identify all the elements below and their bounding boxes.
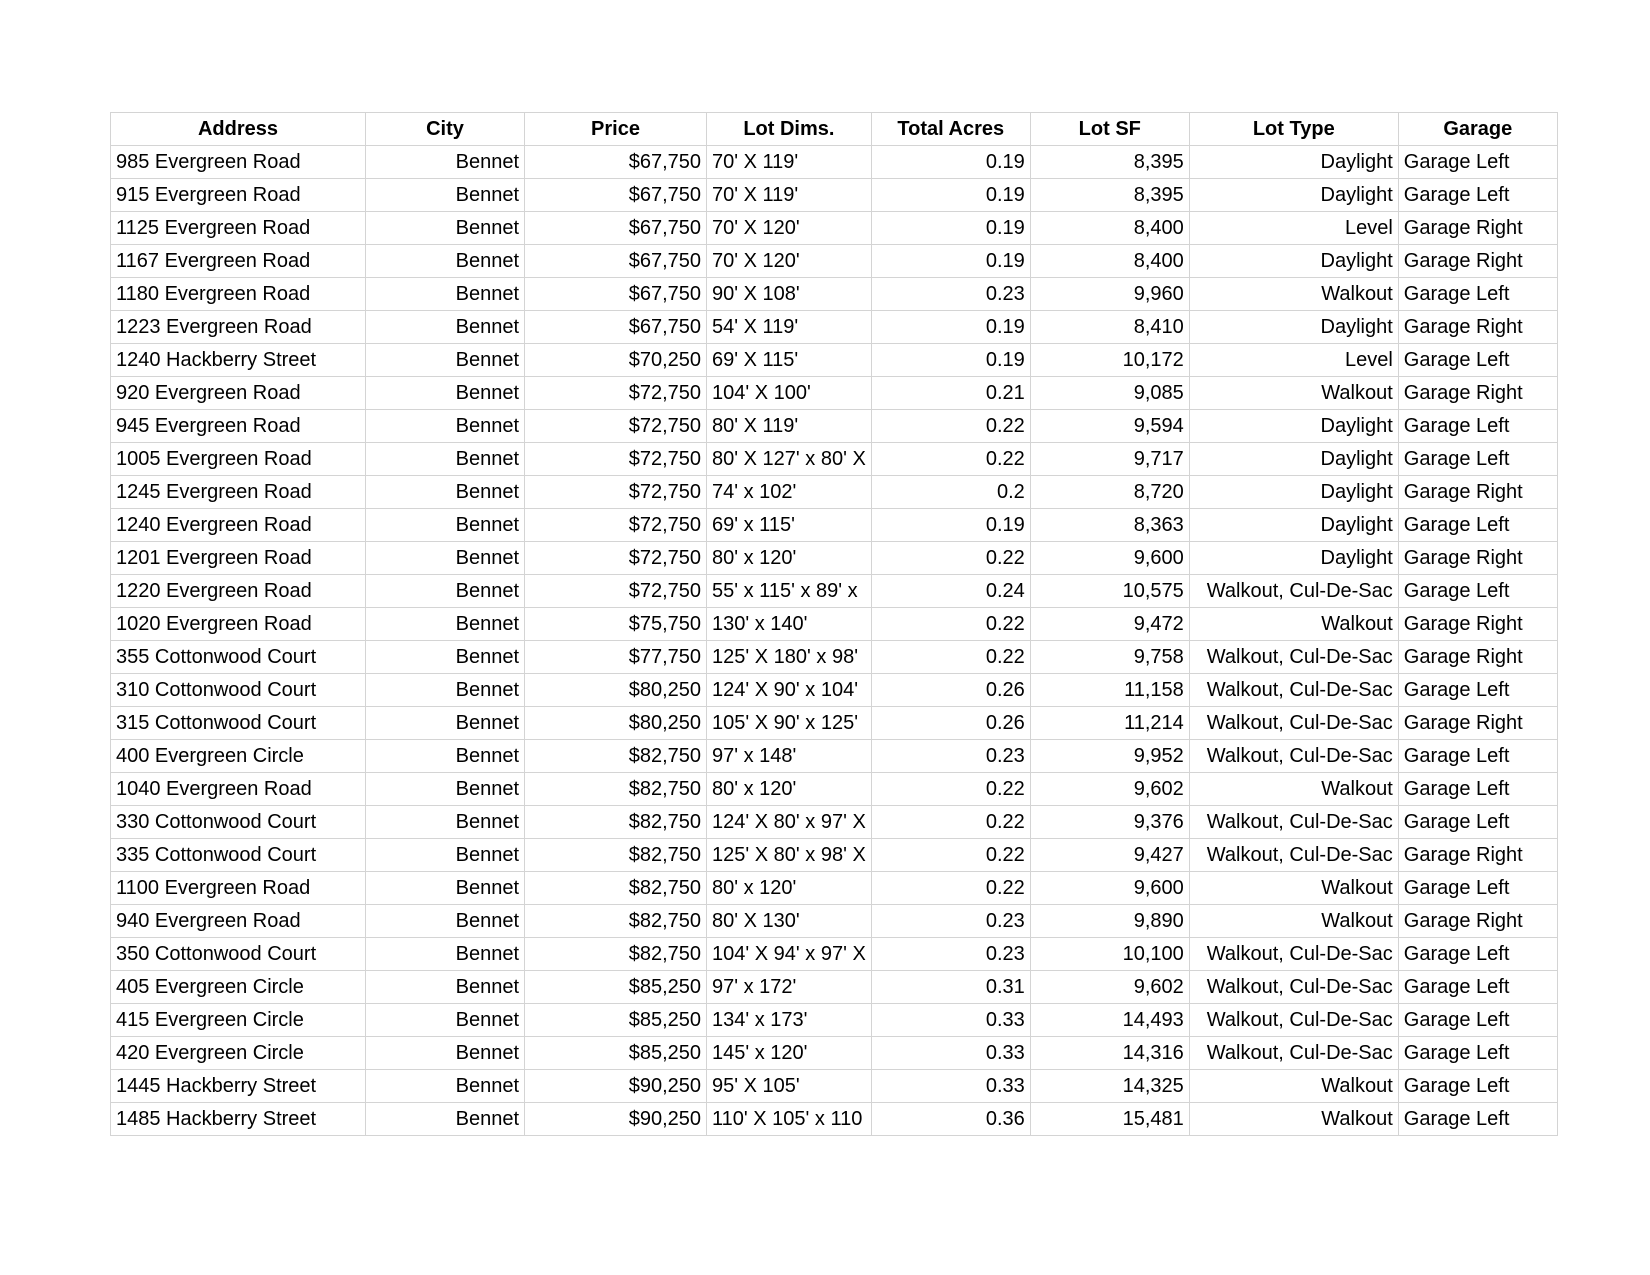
table-row — [111, 509, 1558, 542]
total-acres-cell: 0.22 — [871, 443, 1030, 476]
price-cell: $72,750 — [525, 476, 707, 509]
table-row — [111, 707, 1558, 740]
price-cell: $72,750 — [525, 377, 707, 410]
lot-sf-cell: 9,600 — [1030, 542, 1189, 575]
table-row — [111, 641, 1558, 674]
lot-dims-cell: 80' X 130' — [707, 905, 872, 938]
garage-cell: Garage Left — [1398, 179, 1557, 212]
price-cell: $85,250 — [525, 971, 707, 1004]
lot-dims-cell: 70' X 120' — [707, 212, 872, 245]
table-row — [111, 872, 1558, 905]
header-row — [111, 113, 1558, 146]
total-acres-cell: 0.19 — [871, 311, 1030, 344]
address-cell: 1245 Evergreen Road — [111, 476, 366, 509]
garage-cell: Garage Right — [1398, 311, 1557, 344]
total-acres-cell: 0.22 — [871, 542, 1030, 575]
garage-cell: Garage Left — [1398, 938, 1557, 971]
lot-dims-cell: 70' X 119' — [707, 146, 872, 179]
total-acres-cell: 0.23 — [871, 905, 1030, 938]
table-row — [111, 575, 1558, 608]
price-cell: $82,750 — [525, 938, 707, 971]
lot-sf-cell: 8,363 — [1030, 509, 1189, 542]
table-row — [111, 905, 1558, 938]
price-cell: $90,250 — [525, 1103, 707, 1136]
address-cell: 415 Evergreen Circle — [111, 1004, 366, 1037]
lot-type-cell: Walkout, Cul-De-Sac — [1189, 938, 1398, 971]
lot-dims-cell: 110' X 105' x 110 — [707, 1103, 872, 1136]
city-cell: Bennet — [366, 905, 525, 938]
lot-sf-cell: 9,890 — [1030, 905, 1189, 938]
lot-sf-cell: 8,720 — [1030, 476, 1189, 509]
address-cell: 945 Evergreen Road — [111, 410, 366, 443]
lot-sf-cell: 9,427 — [1030, 839, 1189, 872]
lot-sf-cell: 9,472 — [1030, 608, 1189, 641]
lot-type-cell: Walkout, Cul-De-Sac — [1189, 971, 1398, 1004]
price-cell: $67,750 — [525, 245, 707, 278]
lot-type-cell: Walkout — [1189, 872, 1398, 905]
table-row — [111, 740, 1558, 773]
total-acres-cell: 0.21 — [871, 377, 1030, 410]
total-acres-cell: 0.33 — [871, 1004, 1030, 1037]
total-acres-cell: 0.33 — [871, 1070, 1030, 1103]
lot-dims-cell: 124' X 90' x 104' — [707, 674, 872, 707]
price-cell: $80,250 — [525, 674, 707, 707]
lot-type-cell: Walkout, Cul-De-Sac — [1189, 806, 1398, 839]
total-acres-cell: 0.19 — [871, 245, 1030, 278]
lot-dims-cell: 70' X 120' — [707, 245, 872, 278]
lot-type-cell: Walkout, Cul-De-Sac — [1189, 674, 1398, 707]
city-cell: Bennet — [366, 1070, 525, 1103]
table-row — [111, 839, 1558, 872]
price-cell: $75,750 — [525, 608, 707, 641]
city-cell: Bennet — [366, 641, 525, 674]
price-cell: $67,750 — [525, 212, 707, 245]
lot-dims-cell: 70' X 119' — [707, 179, 872, 212]
price-cell: $90,250 — [525, 1070, 707, 1103]
lot-dims-cell: 130' x 140' — [707, 608, 872, 641]
city-cell: Bennet — [366, 1037, 525, 1070]
lot-sf-cell: 8,400 — [1030, 245, 1189, 278]
address-cell: 985 Evergreen Road — [111, 146, 366, 179]
address-cell: 420 Evergreen Circle — [111, 1037, 366, 1070]
lot-type-cell: Walkout, Cul-De-Sac — [1189, 740, 1398, 773]
price-cell: $82,750 — [525, 872, 707, 905]
address-cell: 915 Evergreen Road — [111, 179, 366, 212]
address-cell: 350 Cottonwood Court — [111, 938, 366, 971]
address-cell: 335 Cottonwood Court — [111, 839, 366, 872]
lot-sf-cell: 9,952 — [1030, 740, 1189, 773]
city-cell: Bennet — [366, 971, 525, 1004]
lot-dims-cell: 97' x 172' — [707, 971, 872, 1004]
garage-cell: Garage Left — [1398, 1070, 1557, 1103]
table-body — [111, 146, 1558, 1136]
address-cell: 1180 Evergreen Road — [111, 278, 366, 311]
lot-type-cell: Walkout — [1189, 1070, 1398, 1103]
total-acres-cell: 0.36 — [871, 1103, 1030, 1136]
column-header-total-acres: Total Acres — [871, 113, 1030, 146]
lot-sf-cell: 9,594 — [1030, 410, 1189, 443]
garage-cell: Garage Left — [1398, 1004, 1557, 1037]
lot-dims-cell: 90' X 108' — [707, 278, 872, 311]
garage-cell: Garage Left — [1398, 674, 1557, 707]
garage-cell: Garage Right — [1398, 839, 1557, 872]
lot-dims-cell: 104' X 94' x 97' X — [707, 938, 872, 971]
garage-cell: Garage Right — [1398, 608, 1557, 641]
lot-dims-cell: 80' X 119' — [707, 410, 872, 443]
table-header — [111, 113, 1558, 146]
garage-cell: Garage Left — [1398, 806, 1557, 839]
price-cell: $72,750 — [525, 575, 707, 608]
table-row — [111, 278, 1558, 311]
lot-sf-cell: 9,602 — [1030, 971, 1189, 1004]
lot-type-cell: Walkout — [1189, 377, 1398, 410]
column-header-lot-dims: Lot Dims. — [707, 113, 872, 146]
city-cell: Bennet — [366, 509, 525, 542]
address-cell: 355 Cottonwood Court — [111, 641, 366, 674]
table-row — [111, 542, 1558, 575]
lot-type-cell: Walkout — [1189, 1103, 1398, 1136]
lot-sf-cell: 8,395 — [1030, 146, 1189, 179]
garage-cell: Garage Left — [1398, 344, 1557, 377]
city-cell: Bennet — [366, 608, 525, 641]
lot-sf-cell: 9,085 — [1030, 377, 1189, 410]
lot-sf-cell: 14,325 — [1030, 1070, 1189, 1103]
lot-type-cell: Walkout, Cul-De-Sac — [1189, 1037, 1398, 1070]
lot-type-cell: Walkout, Cul-De-Sac — [1189, 575, 1398, 608]
address-cell: 330 Cottonwood Court — [111, 806, 366, 839]
price-cell: $70,250 — [525, 344, 707, 377]
column-header-city: City — [366, 113, 525, 146]
column-header-lot-type: Lot Type — [1189, 113, 1398, 146]
lot-type-cell: Daylight — [1189, 410, 1398, 443]
total-acres-cell: 0.24 — [871, 575, 1030, 608]
lot-sf-cell: 9,960 — [1030, 278, 1189, 311]
city-cell: Bennet — [366, 278, 525, 311]
lot-listing-table — [110, 112, 1558, 1136]
price-cell: $82,750 — [525, 905, 707, 938]
lot-sf-cell: 9,600 — [1030, 872, 1189, 905]
lot-dims-cell: 124' X 80' x 97' X — [707, 806, 872, 839]
address-cell: 1240 Evergreen Road — [111, 509, 366, 542]
garage-cell: Garage Left — [1398, 575, 1557, 608]
table-row — [111, 344, 1558, 377]
lot-dims-cell: 80' x 120' — [707, 542, 872, 575]
address-cell: 1005 Evergreen Road — [111, 443, 366, 476]
lot-sf-cell: 8,395 — [1030, 179, 1189, 212]
city-cell: Bennet — [366, 542, 525, 575]
lot-dims-cell: 125' X 180' x 98' — [707, 641, 872, 674]
total-acres-cell: 0.22 — [871, 608, 1030, 641]
lot-sf-cell: 8,410 — [1030, 311, 1189, 344]
city-cell: Bennet — [366, 872, 525, 905]
lot-type-cell: Daylight — [1189, 311, 1398, 344]
address-cell: 310 Cottonwood Court — [111, 674, 366, 707]
lot-dims-cell: 134' x 173' — [707, 1004, 872, 1037]
lot-type-cell: Daylight — [1189, 542, 1398, 575]
garage-cell: Garage Left — [1398, 740, 1557, 773]
column-header-price: Price — [525, 113, 707, 146]
city-cell: Bennet — [366, 410, 525, 443]
lot-sf-cell: 11,214 — [1030, 707, 1189, 740]
city-cell: Bennet — [366, 674, 525, 707]
garage-cell: Garage Left — [1398, 278, 1557, 311]
price-cell: $72,750 — [525, 542, 707, 575]
lot-type-cell: Walkout — [1189, 773, 1398, 806]
address-cell: 400 Evergreen Circle — [111, 740, 366, 773]
total-acres-cell: 0.22 — [871, 410, 1030, 443]
address-cell: 1125 Evergreen Road — [111, 212, 366, 245]
garage-cell: Garage Right — [1398, 377, 1557, 410]
column-header-lot-sf: Lot SF — [1030, 113, 1189, 146]
garage-cell: Garage Right — [1398, 245, 1557, 278]
address-cell: 315 Cottonwood Court — [111, 707, 366, 740]
address-cell: 1040 Evergreen Road — [111, 773, 366, 806]
city-cell: Bennet — [366, 476, 525, 509]
city-cell: Bennet — [366, 1103, 525, 1136]
lot-type-cell: Daylight — [1189, 245, 1398, 278]
total-acres-cell: 0.19 — [871, 509, 1030, 542]
table-row — [111, 179, 1558, 212]
lot-sf-cell: 10,100 — [1030, 938, 1189, 971]
city-cell: Bennet — [366, 377, 525, 410]
price-cell: $85,250 — [525, 1004, 707, 1037]
garage-cell: Garage Right — [1398, 476, 1557, 509]
price-cell: $67,750 — [525, 179, 707, 212]
address-cell: 1220 Evergreen Road — [111, 575, 366, 608]
total-acres-cell: 0.23 — [871, 938, 1030, 971]
address-cell: 1167 Evergreen Road — [111, 245, 366, 278]
lot-sf-cell: 11,158 — [1030, 674, 1189, 707]
lot-sf-cell: 9,758 — [1030, 641, 1189, 674]
lot-dims-cell: 145' x 120' — [707, 1037, 872, 1070]
lot-dims-cell: 80' x 120' — [707, 773, 872, 806]
city-cell: Bennet — [366, 707, 525, 740]
price-cell: $72,750 — [525, 410, 707, 443]
table-row — [111, 806, 1558, 839]
city-cell: Bennet — [366, 311, 525, 344]
garage-cell: Garage Right — [1398, 707, 1557, 740]
lot-type-cell: Daylight — [1189, 443, 1398, 476]
price-cell: $72,750 — [525, 509, 707, 542]
table-row — [111, 212, 1558, 245]
table-row — [111, 938, 1558, 971]
garage-cell: Garage Left — [1398, 509, 1557, 542]
lot-sf-cell: 8,400 — [1030, 212, 1189, 245]
city-cell: Bennet — [366, 773, 525, 806]
table-row — [111, 311, 1558, 344]
total-acres-cell: 0.2 — [871, 476, 1030, 509]
table-row — [111, 377, 1558, 410]
city-cell: Bennet — [366, 179, 525, 212]
table-row — [111, 476, 1558, 509]
price-cell: $82,750 — [525, 839, 707, 872]
total-acres-cell: 0.26 — [871, 707, 1030, 740]
total-acres-cell: 0.22 — [871, 806, 1030, 839]
address-cell: 940 Evergreen Road — [111, 905, 366, 938]
column-header-garage: Garage — [1398, 113, 1557, 146]
address-cell: 1240 Hackberry Street — [111, 344, 366, 377]
total-acres-cell: 0.33 — [871, 1037, 1030, 1070]
lot-dims-cell: 74' x 102' — [707, 476, 872, 509]
total-acres-cell: 0.22 — [871, 641, 1030, 674]
lot-type-cell: Daylight — [1189, 179, 1398, 212]
city-cell: Bennet — [366, 146, 525, 179]
lot-sf-cell: 9,602 — [1030, 773, 1189, 806]
table-row — [111, 773, 1558, 806]
table-row — [111, 1070, 1558, 1103]
garage-cell: Garage Left — [1398, 1037, 1557, 1070]
city-cell: Bennet — [366, 245, 525, 278]
total-acres-cell: 0.22 — [871, 839, 1030, 872]
lot-type-cell: Daylight — [1189, 476, 1398, 509]
garage-cell: Garage Right — [1398, 212, 1557, 245]
city-cell: Bennet — [366, 1004, 525, 1037]
address-cell: 1485 Hackberry Street — [111, 1103, 366, 1136]
lot-dims-cell: 54' X 119' — [707, 311, 872, 344]
garage-cell: Garage Left — [1398, 1103, 1557, 1136]
garage-cell: Garage Left — [1398, 872, 1557, 905]
price-cell: $80,250 — [525, 707, 707, 740]
garage-cell: Garage Right — [1398, 542, 1557, 575]
price-cell: $67,750 — [525, 278, 707, 311]
total-acres-cell: 0.31 — [871, 971, 1030, 1004]
total-acres-cell: 0.23 — [871, 740, 1030, 773]
price-cell: $67,750 — [525, 311, 707, 344]
address-cell: 1100 Evergreen Road — [111, 872, 366, 905]
table-row — [111, 608, 1558, 641]
price-cell: $82,750 — [525, 740, 707, 773]
lot-dims-cell: 97' x 148' — [707, 740, 872, 773]
city-cell: Bennet — [366, 344, 525, 377]
lot-type-cell: Walkout, Cul-De-Sac — [1189, 839, 1398, 872]
lot-sf-cell: 10,575 — [1030, 575, 1189, 608]
lot-sf-cell: 15,481 — [1030, 1103, 1189, 1136]
lot-sf-cell: 14,316 — [1030, 1037, 1189, 1070]
address-cell: 1223 Evergreen Road — [111, 311, 366, 344]
city-cell: Bennet — [366, 839, 525, 872]
lot-type-cell: Daylight — [1189, 146, 1398, 179]
garage-cell: Garage Left — [1398, 443, 1557, 476]
lot-sf-cell: 9,376 — [1030, 806, 1189, 839]
price-cell: $77,750 — [525, 641, 707, 674]
lot-sf-cell: 10,172 — [1030, 344, 1189, 377]
table-row — [111, 410, 1558, 443]
lot-type-cell: Walkout — [1189, 905, 1398, 938]
lot-dims-cell: 80' x 120' — [707, 872, 872, 905]
garage-cell: Garage Right — [1398, 641, 1557, 674]
table-row — [111, 674, 1558, 707]
city-cell: Bennet — [366, 212, 525, 245]
garage-cell: Garage Left — [1398, 971, 1557, 1004]
total-acres-cell: 0.22 — [871, 872, 1030, 905]
table-row — [111, 245, 1558, 278]
garage-cell: Garage Left — [1398, 773, 1557, 806]
total-acres-cell: 0.19 — [871, 179, 1030, 212]
total-acres-cell: 0.26 — [871, 674, 1030, 707]
address-cell: 1020 Evergreen Road — [111, 608, 366, 641]
table-row — [111, 443, 1558, 476]
lot-sf-cell: 9,717 — [1030, 443, 1189, 476]
lot-dims-cell: 104' X 100' — [707, 377, 872, 410]
lot-type-cell: Walkout — [1189, 608, 1398, 641]
city-cell: Bennet — [366, 938, 525, 971]
garage-cell: Garage Left — [1398, 146, 1557, 179]
city-cell: Bennet — [366, 806, 525, 839]
lot-dims-cell: 125' X 80' x 98' X — [707, 839, 872, 872]
lot-dims-cell: 95' X 105' — [707, 1070, 872, 1103]
address-cell: 1201 Evergreen Road — [111, 542, 366, 575]
lot-type-cell: Daylight — [1189, 509, 1398, 542]
price-cell: $82,750 — [525, 773, 707, 806]
table-row — [111, 971, 1558, 1004]
lot-dims-cell: 69' X 115' — [707, 344, 872, 377]
address-cell: 920 Evergreen Road — [111, 377, 366, 410]
total-acres-cell: 0.19 — [871, 212, 1030, 245]
lot-sf-cell: 14,493 — [1030, 1004, 1189, 1037]
total-acres-cell: 0.22 — [871, 773, 1030, 806]
price-cell: $82,750 — [525, 806, 707, 839]
lot-type-cell: Walkout, Cul-De-Sac — [1189, 707, 1398, 740]
table-row — [111, 1103, 1558, 1136]
lot-type-cell: Walkout, Cul-De-Sac — [1189, 1004, 1398, 1037]
total-acres-cell: 0.23 — [871, 278, 1030, 311]
lot-dims-cell: 69' x 115' — [707, 509, 872, 542]
column-header-address: Address — [111, 113, 366, 146]
address-cell: 405 Evergreen Circle — [111, 971, 366, 1004]
lot-type-cell: Walkout — [1189, 278, 1398, 311]
lot-dims-cell: 105' X 90' x 125' — [707, 707, 872, 740]
total-acres-cell: 0.19 — [871, 146, 1030, 179]
lot-type-cell: Level — [1189, 344, 1398, 377]
price-cell: $67,750 — [525, 146, 707, 179]
table-row — [111, 1004, 1558, 1037]
table-row — [111, 1037, 1558, 1070]
lot-dims-cell: 55' x 115' x 89' x — [707, 575, 872, 608]
city-cell: Bennet — [366, 443, 525, 476]
garage-cell: Garage Right — [1398, 905, 1557, 938]
price-cell: $72,750 — [525, 443, 707, 476]
table-row — [111, 146, 1558, 179]
lot-type-cell: Level — [1189, 212, 1398, 245]
lot-dims-cell: 80' X 127' x 80' X — [707, 443, 872, 476]
total-acres-cell: 0.19 — [871, 344, 1030, 377]
lot-type-cell: Walkout, Cul-De-Sac — [1189, 641, 1398, 674]
city-cell: Bennet — [366, 575, 525, 608]
city-cell: Bennet — [366, 740, 525, 773]
garage-cell: Garage Left — [1398, 410, 1557, 443]
price-cell: $85,250 — [525, 1037, 707, 1070]
address-cell: 1445 Hackberry Street — [111, 1070, 366, 1103]
